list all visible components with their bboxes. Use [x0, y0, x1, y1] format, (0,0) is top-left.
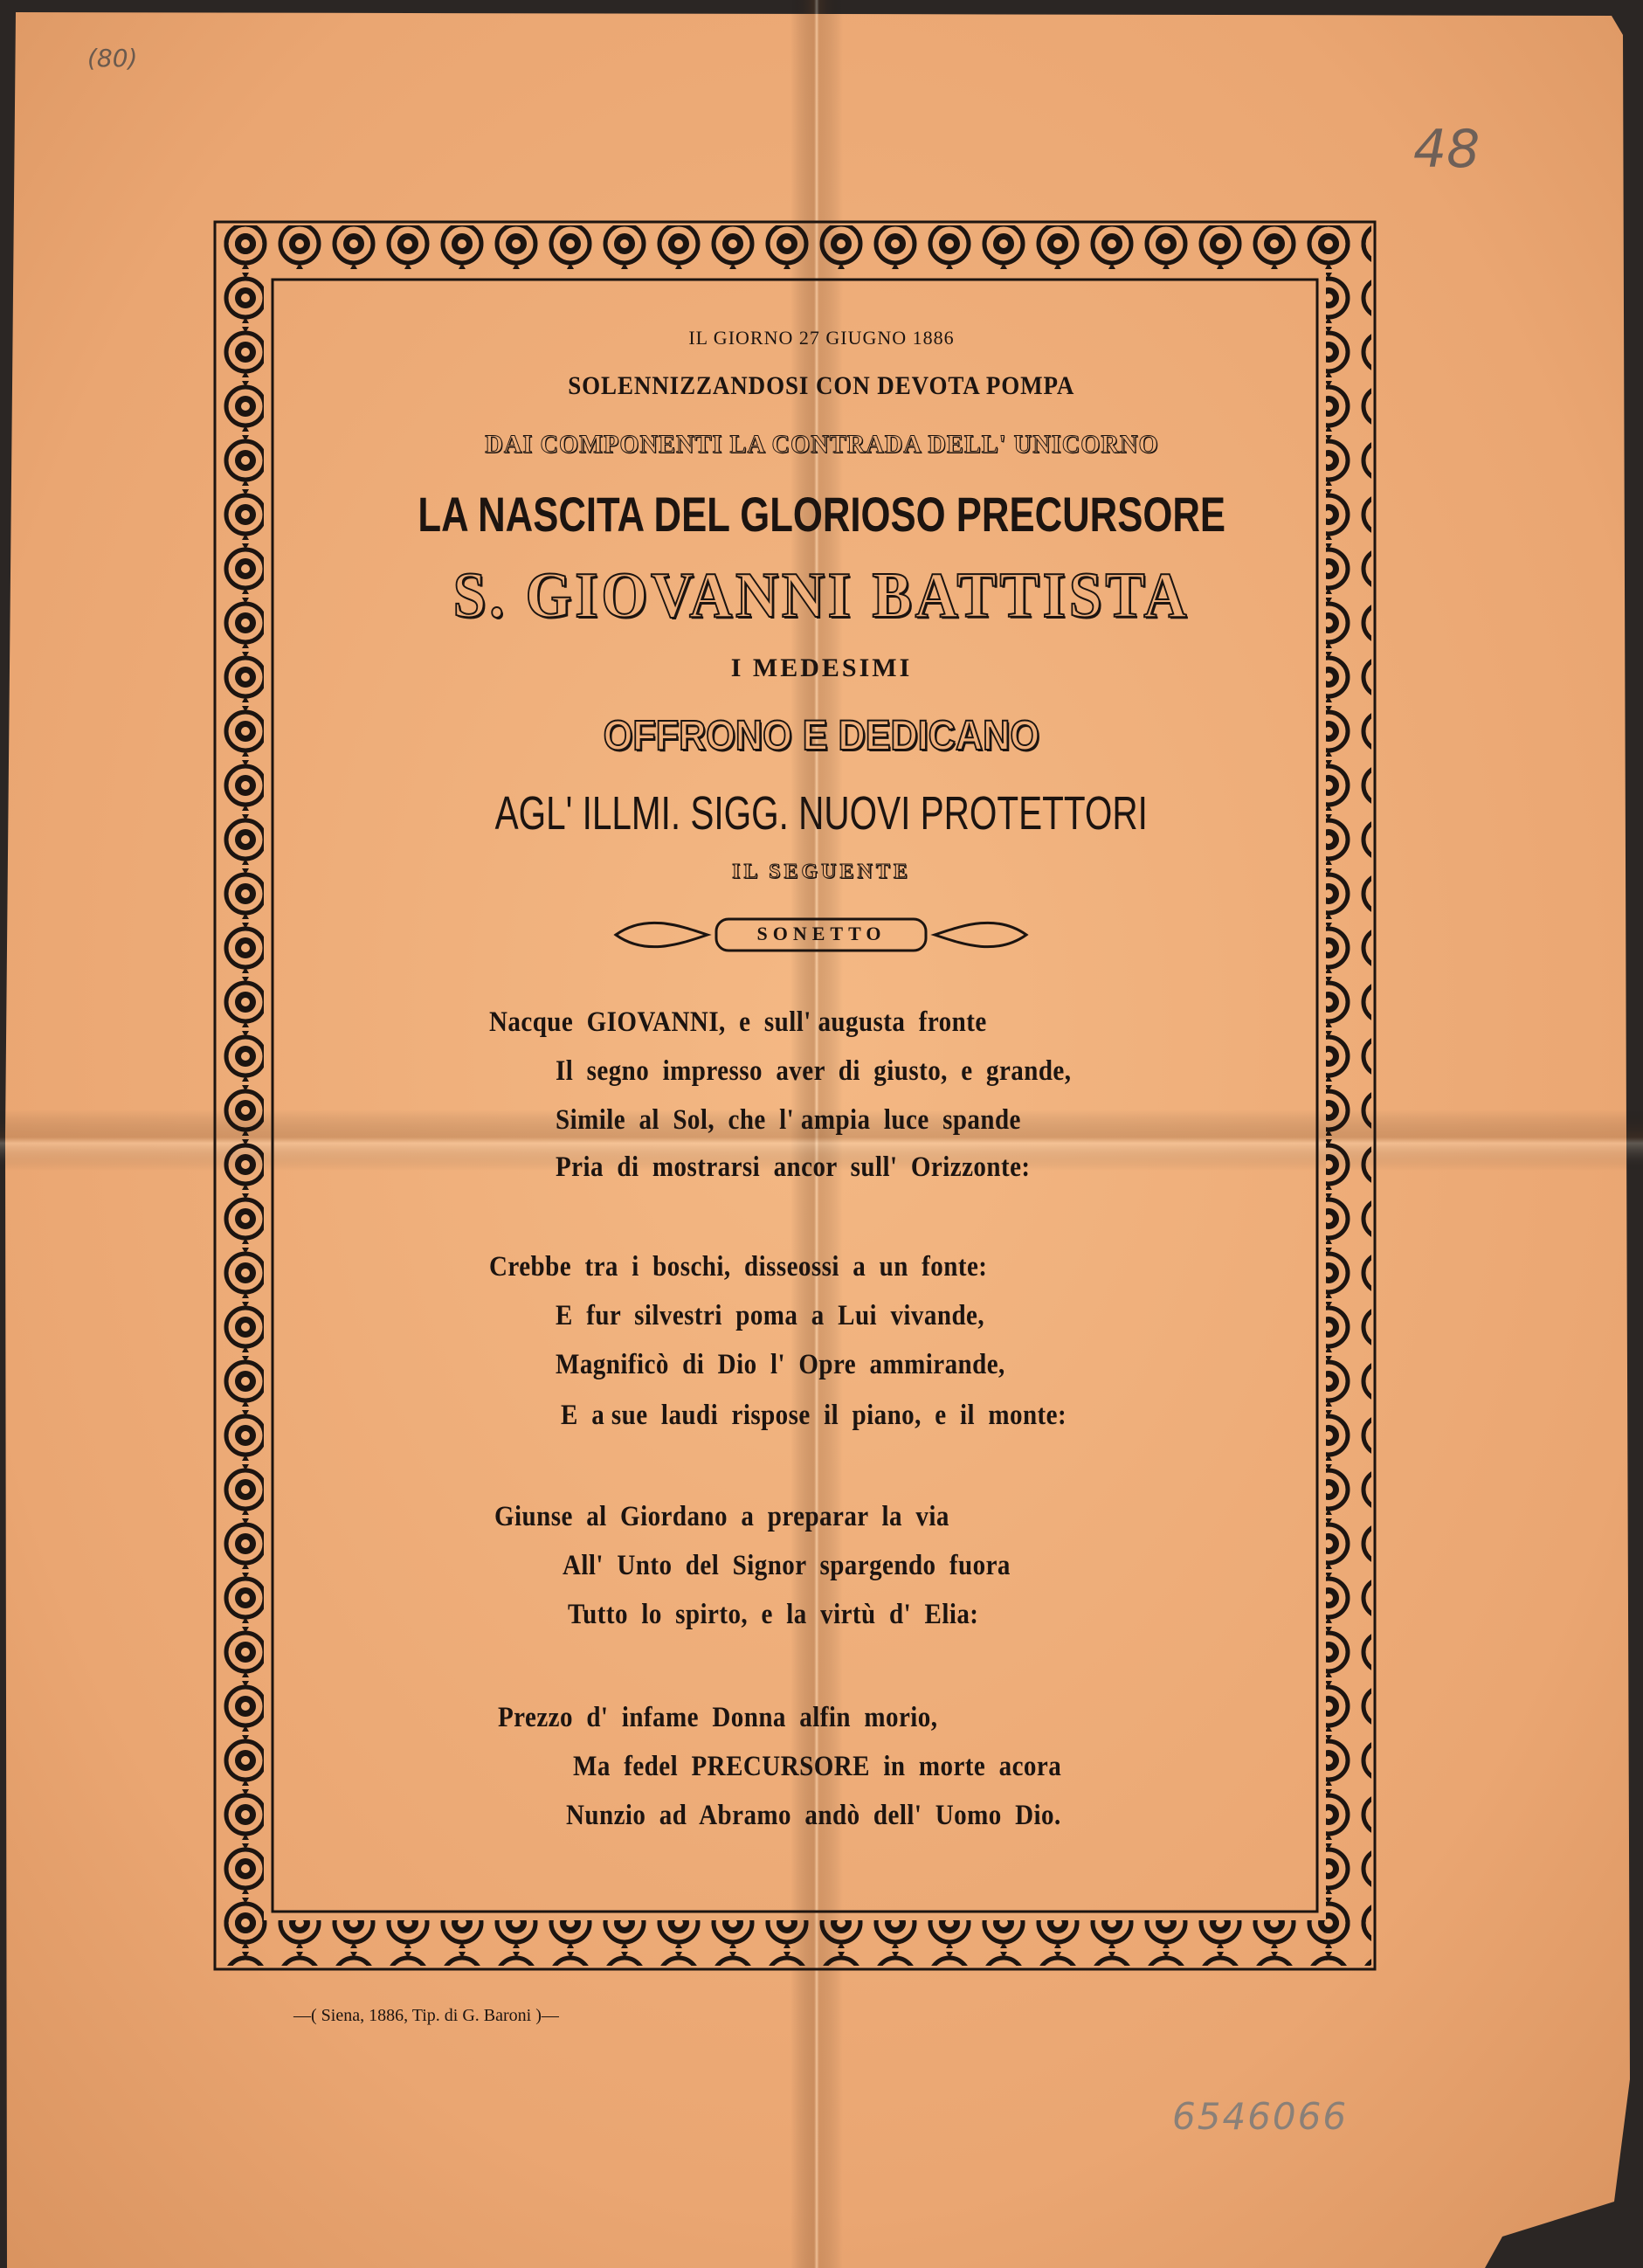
corner-mark: (80) — [87, 44, 138, 73]
poem-line: Tutto lo spirto, e la virtù d' Elia: — [568, 1599, 979, 1630]
sonetto-label: SONETTO — [756, 923, 887, 944]
poem-line: Nunzio ad Abramo andò dell' Uomo Dio. — [566, 1800, 1061, 1831]
date-line: IL GIORNO 27 GIUGNO 1886 — [688, 327, 955, 349]
heading-line-2: SOLENNIZZANDOSI CON DEVOTA POMPA — [568, 371, 1075, 400]
poem-line: E fur silvestri poma a Lui vivande, — [556, 1300, 985, 1331]
poem-line: Pria di mostrarsi ancor sull' Orizzonte: — [556, 1151, 1031, 1183]
poem-line: E a sue laudi rispose il piano, e il monte: — [561, 1400, 1067, 1431]
poem-line: Prezzo d' infame Donna alfin morio, — [498, 1702, 938, 1733]
page-number: 48 — [1413, 119, 1481, 180]
heading-line-4: LA NASCITA DEL GLORIOSO PRECURSORE — [418, 487, 1225, 542]
poem-line: Magnificò di Dio l' Opre ammirande, — [556, 1349, 1005, 1380]
saint-name-title: S. GIOVANNI BATTISTA — [452, 560, 1191, 632]
poem-line: All' Unto del Signor spargendo fuora — [563, 1550, 1011, 1581]
poem-line: Crebbe tra i boschi, disseossi a un fonte: — [489, 1251, 988, 1283]
poem-line: Simile al Sol, che l' ampia luce spande — [556, 1104, 1021, 1136]
heading-line-9: IL SEGUENTE — [732, 861, 911, 883]
poem-line: Ma fedel PRECURSORE in morte acora — [573, 1751, 1062, 1782]
poem-line: Nacque GIOVANNI, e sull' augusta fronte — [489, 1006, 987, 1038]
poem-line: Il segno impresso aver di giusto, e grande, — [556, 1055, 1072, 1087]
catalog-number: 6546066 — [1172, 2095, 1349, 2138]
heading-line-7: OFFRONO E DEDICANO — [603, 713, 1040, 759]
poem-line: Giunse al Giordano a preparar la via — [494, 1501, 949, 1532]
heading-line-3: DAI COMPONENTI LA CONTRADA DELL' UNICORNO — [484, 430, 1159, 459]
heading-line-8: AGL' ILLMI. SIGG. NUOVI PROTETTORI — [494, 787, 1149, 840]
heading-line-6: I MEDESIMI — [730, 653, 913, 682]
printer-imprint: —( Siena, 1886, Tip. di G. Baroni )— — [293, 2006, 559, 2025]
